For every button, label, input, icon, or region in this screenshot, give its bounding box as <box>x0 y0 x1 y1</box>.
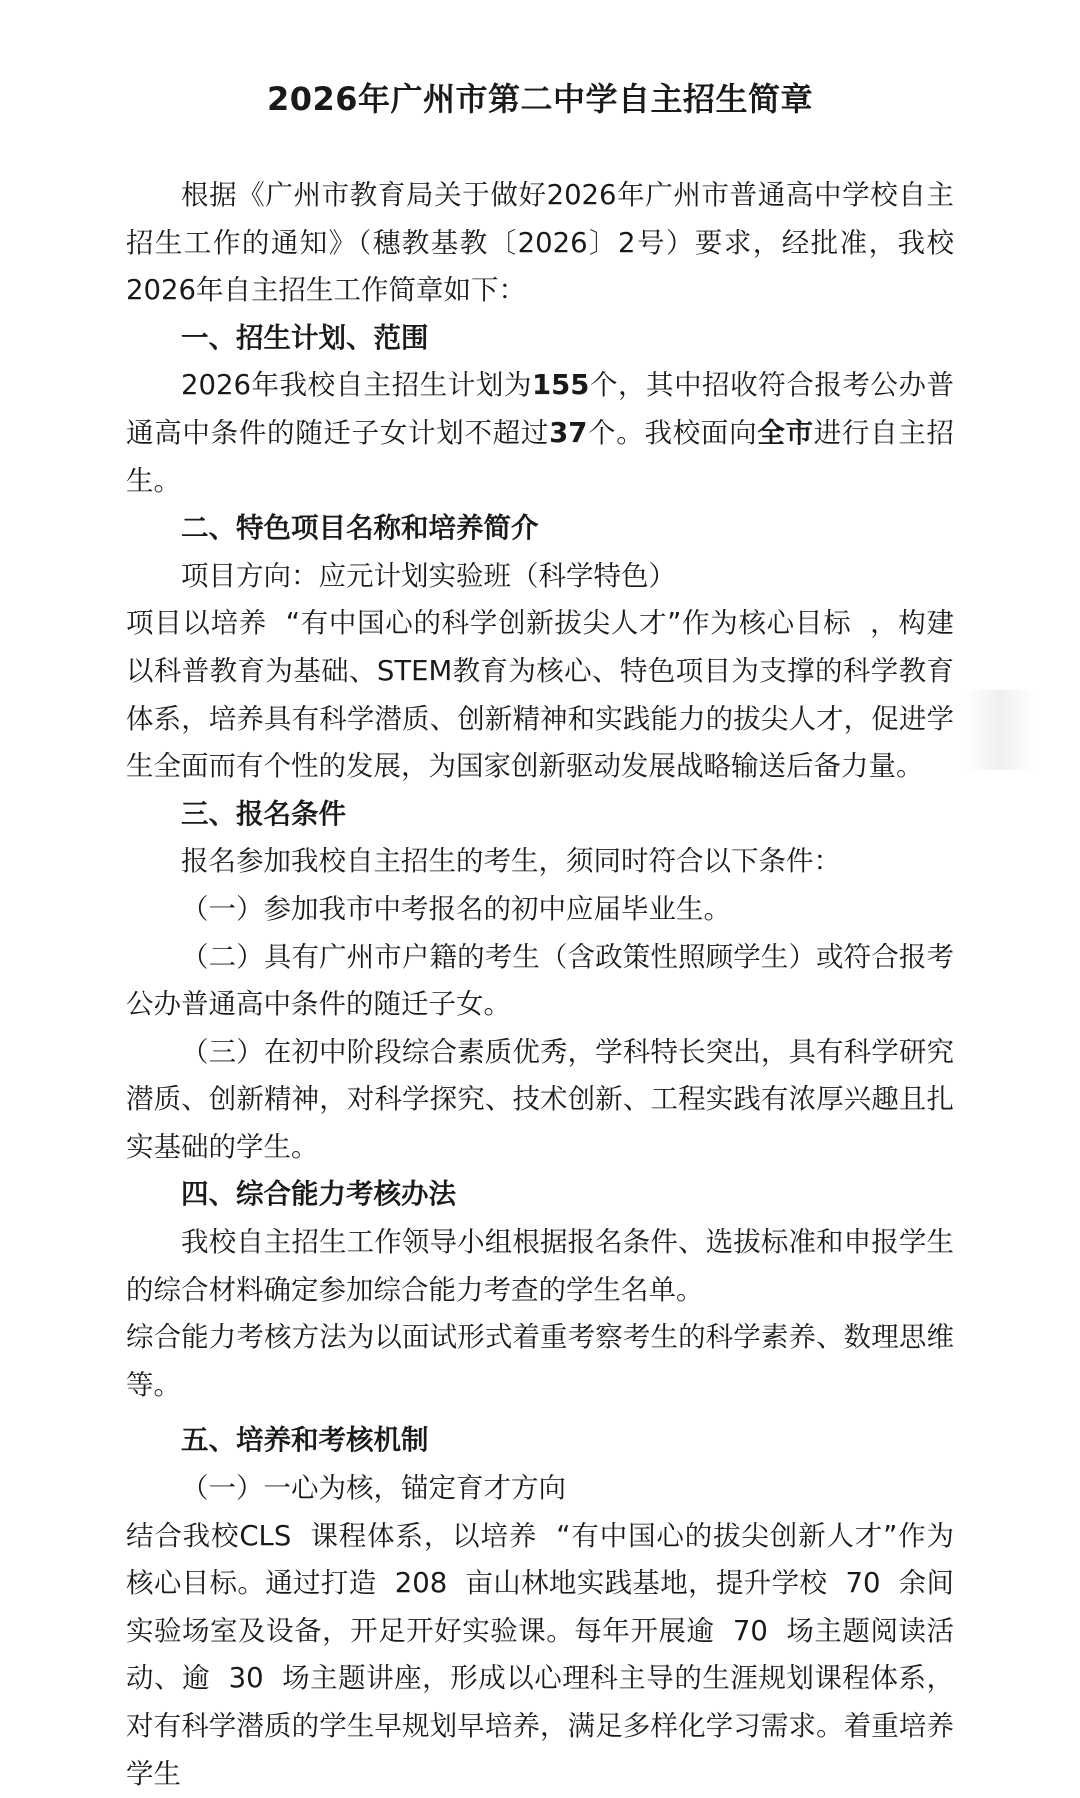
section5-subheading-1: （一）一心为核，锚定育才方向 <box>181 1472 566 1505</box>
section1-text-d: 进行自主招生。 <box>126 416 955 497</box>
document-title: 2026年广州市第二中学自主招生简章 <box>266 80 814 118</box>
photo-glare <box>965 690 1035 770</box>
section4-heading: 四、综合能力考核办法 <box>181 1178 456 1211</box>
migrant-quota: 37 <box>549 416 588 449</box>
section2-heading: 二、特色项目名称和培养简介 <box>181 512 539 545</box>
section4-paragraph-1: 我校自主招生工作领导小组根据报名条件、选拔标准和申报学生的综合材料确定参加综合能力考查的学生名单。 <box>126 1226 954 1306</box>
section3-heading: 三、报名条件 <box>181 797 346 830</box>
section1-paragraph <box>126 362 954 505</box>
section5-heading: 五、培养和考核机制 <box>181 1424 429 1457</box>
section3-lead: 报名参加我校自主招生的考生，须同时符合以下条件： <box>181 845 841 878</box>
condition-item-1: （一）参加我市中考报名的初中应届毕业生。 <box>181 892 731 925</box>
project-description: 项目以培养 “有中国心的科学创新拔尖人才”作为核心目标 ，构建以科普教育为基础、STEM教育为核心、特色项目为支撑的科学教育体系，培养具有科学潜质、创新精神和实践能力的拔尖人才，促进学生全面而有个性的发展，为国家创新驱动发展战略输送后备力量。 <box>126 607 954 783</box>
condition-item-3: （三）在初中阶段综合素质优秀，学科特长突出，具有科学研究潜质、创新精神，对科学探究、技术创新、工程实践有浓厚兴趣且扎实基础的学生。 <box>126 1035 954 1163</box>
section1-text-a: 2026年我校自主招生计划为 <box>181 369 532 402</box>
section1-text-c: 个。我校面向 <box>587 416 758 449</box>
section1-text-b: 个，其中招收符合报考公办普通高中条件的随迁子女计划不超过 <box>126 369 954 449</box>
enrollment-total: 155 <box>532 369 590 402</box>
section5-paragraph-1: 结合我校CLS 课程体系，以培养 “有中国心的拔尖创新人才”作为核心目标。通过打造 208 亩山林地实践基地，提升学校 70 余间实验场室及设备，开足开好实验课。每年开展逾 70 场主题阅读活动、逾 30 场主题讲座，形成以心理科主导的生涯规划课程体系，对有科学潜质的学生早规划早培养，满足多样化学习需求。着重培养学生 <box>126 1519 954 1790</box>
section4-paragraph-2: 综合能力考核方法为以面试形式着重考察考生的科学素养、数理思维等。 <box>126 1321 954 1401</box>
section1-heading: 一、招生计划、范围 <box>181 321 429 354</box>
enrollment-scope: 全市 <box>757 416 814 449</box>
condition-item-2: （二）具有广州市户籍的考生（含政策性照顾学生）或符合报考公办普通高中条件的随迁子女。 <box>126 940 954 1021</box>
project-direction: 项目方向：应元计划实验班（科学特色） <box>181 559 676 592</box>
intro-paragraph: 根据《广州市教育局关于做好2026年广州市普通高中学校自主招生工作的通知》（穗教基教〔2026〕2号）要求，经批准，我校2026年自主招生工作简章如下： <box>126 179 954 307</box>
document-body <box>126 172 954 1798</box>
